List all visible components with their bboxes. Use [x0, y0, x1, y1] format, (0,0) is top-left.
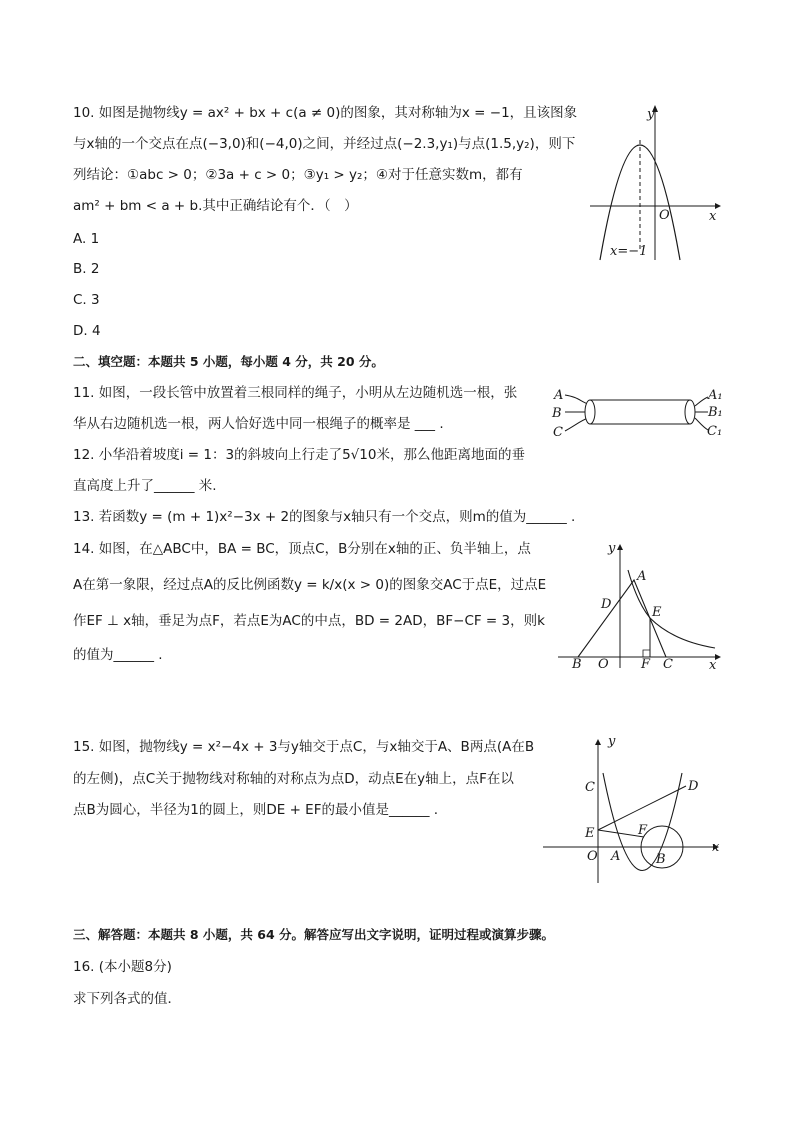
o-label: O — [598, 657, 609, 672]
q16-line-2: 求下列各式的值． — [73, 991, 181, 1007]
f-label: F — [641, 657, 651, 672]
q10-option-b: B. 2 — [73, 261, 100, 277]
q11-line-1: 11. 如图，一段长管中放置着三根同样的绳子，小明从左边随机选一根，张 — [73, 385, 518, 401]
q12-line-2: 直高度上升了______ 米. — [73, 478, 217, 494]
label-c: C — [553, 425, 563, 440]
rope-c-left — [565, 418, 588, 431]
q10-parabola-figure — [585, 100, 725, 265]
q10-option-c: C. 3 — [73, 292, 100, 308]
symmetry-axis-label: x=−1 — [610, 244, 648, 259]
x-axis-label: x — [709, 209, 717, 224]
q15-line-3: 点B为圆心，半径为1的圆上，则DE + EF的最小值是______ . — [73, 802, 439, 818]
y-axis-arrow-icon — [595, 739, 601, 745]
a-label: A — [637, 569, 647, 584]
q10-line-1: 10. 如图是抛物线y = ax² + bx + c(a ≠ 0)的图象，其对称轴为x = −1，且该图象 — [73, 105, 578, 121]
q12-line-1: 12. 小华沿着坡度i = 1：3的斜坡向上行走了5√10米，那么他距离地面的垂 — [73, 447, 525, 463]
right-angle-mark — [643, 650, 650, 657]
o-label: O — [587, 849, 598, 864]
q10-line-4: am² + bm < a + b.其中正确结论有个．（ ） — [73, 198, 358, 214]
q10-line-2: 与x轴的一个交点在点(−3,0)和(−4,0)之间，并经过点(−2.3,y₁)与点(1.5,y₂)，则下 — [73, 136, 576, 152]
q14-line-4: 的值为______ . — [73, 647, 163, 663]
b-label: B — [656, 852, 666, 867]
y-label: y — [608, 734, 616, 749]
q15-line-1: 15. 如图，抛物线y = x²−4x + 3与y轴交于点C，与x轴交于A、B两点(A在B — [73, 739, 535, 755]
label-b1: B₁ — [708, 405, 723, 420]
c-label: C — [663, 657, 673, 672]
tube-right-end — [685, 400, 695, 424]
q11-tube-figure — [550, 385, 725, 445]
tube-body — [590, 400, 690, 424]
a-label: A — [611, 849, 621, 864]
q10-option-d: D. 4 — [73, 323, 101, 339]
q10-option-a: A. 1 — [73, 231, 100, 247]
x-label: x — [709, 658, 717, 672]
q11-line-2: 华从右边随机选一根，两人恰好选中同一根绳子的概率是 ___ . — [73, 416, 444, 432]
d-label: D — [601, 597, 612, 612]
d-label: D — [688, 779, 699, 794]
label-a1: A₁ — [708, 388, 723, 403]
e-label: E — [585, 826, 595, 841]
y-label: y — [608, 541, 616, 556]
x-label: x — [712, 840, 720, 855]
rope-a-right — [695, 397, 708, 406]
q14-triangle-figure — [555, 540, 725, 672]
q14-line-1: 14. 如图，在△ABC中，BA = BC，顶点C，B分别在x轴的正、负半轴上，点 — [73, 541, 531, 557]
f-label: F — [638, 823, 648, 838]
q15-line-2: 的左侧)，点C关于抛物线对称轴的对称点为点D，动点E在y轴上，点F在以 — [73, 771, 514, 787]
label-a: A — [554, 388, 564, 403]
y-axis-label: y — [647, 107, 655, 122]
q10-line-3: 列结论：①abc > 0；②3a + c > 0；③y₁ > y₂；④对于任意实数m，都有 — [73, 167, 523, 183]
tube-left-end — [585, 400, 595, 424]
c-label: C — [585, 780, 595, 795]
label-c1: C₁ — [707, 424, 723, 439]
section2-heading: 二、填空题：本题共 5 小题，每小题 4 分，共 20 分。 — [73, 354, 384, 369]
q13-line-1: 13. 若函数y = (m + 1)x²−3x + 2的图象与x轴只有一个交点，则m的值为______ . — [73, 509, 576, 525]
y-axis-arrow-icon — [617, 544, 623, 550]
q16-line-1: 16. (本小题8分) — [73, 959, 172, 975]
q14-line-2: A在第一象限，经过点A的反比例函数y = k/x(x > 0)的图象交AC于点E，过点E — [73, 577, 547, 593]
label-b: B — [552, 406, 562, 421]
origin-label: O — [659, 208, 670, 223]
q14-line-3: 作EF ⊥ x轴，垂足为点F，若点E为AC的中点，BD = 2AD，BF−CF = 3，则k — [73, 613, 545, 629]
q15-parabola-figure — [540, 733, 725, 888]
b-label: B — [572, 657, 582, 672]
e-label: E — [652, 605, 662, 620]
section3-heading: 三、解答题：本题共 8 小题，共 64 分。解答应写出文字说明，证明过程或演算步骤。 — [73, 927, 555, 942]
rope-a-left — [565, 395, 588, 404]
